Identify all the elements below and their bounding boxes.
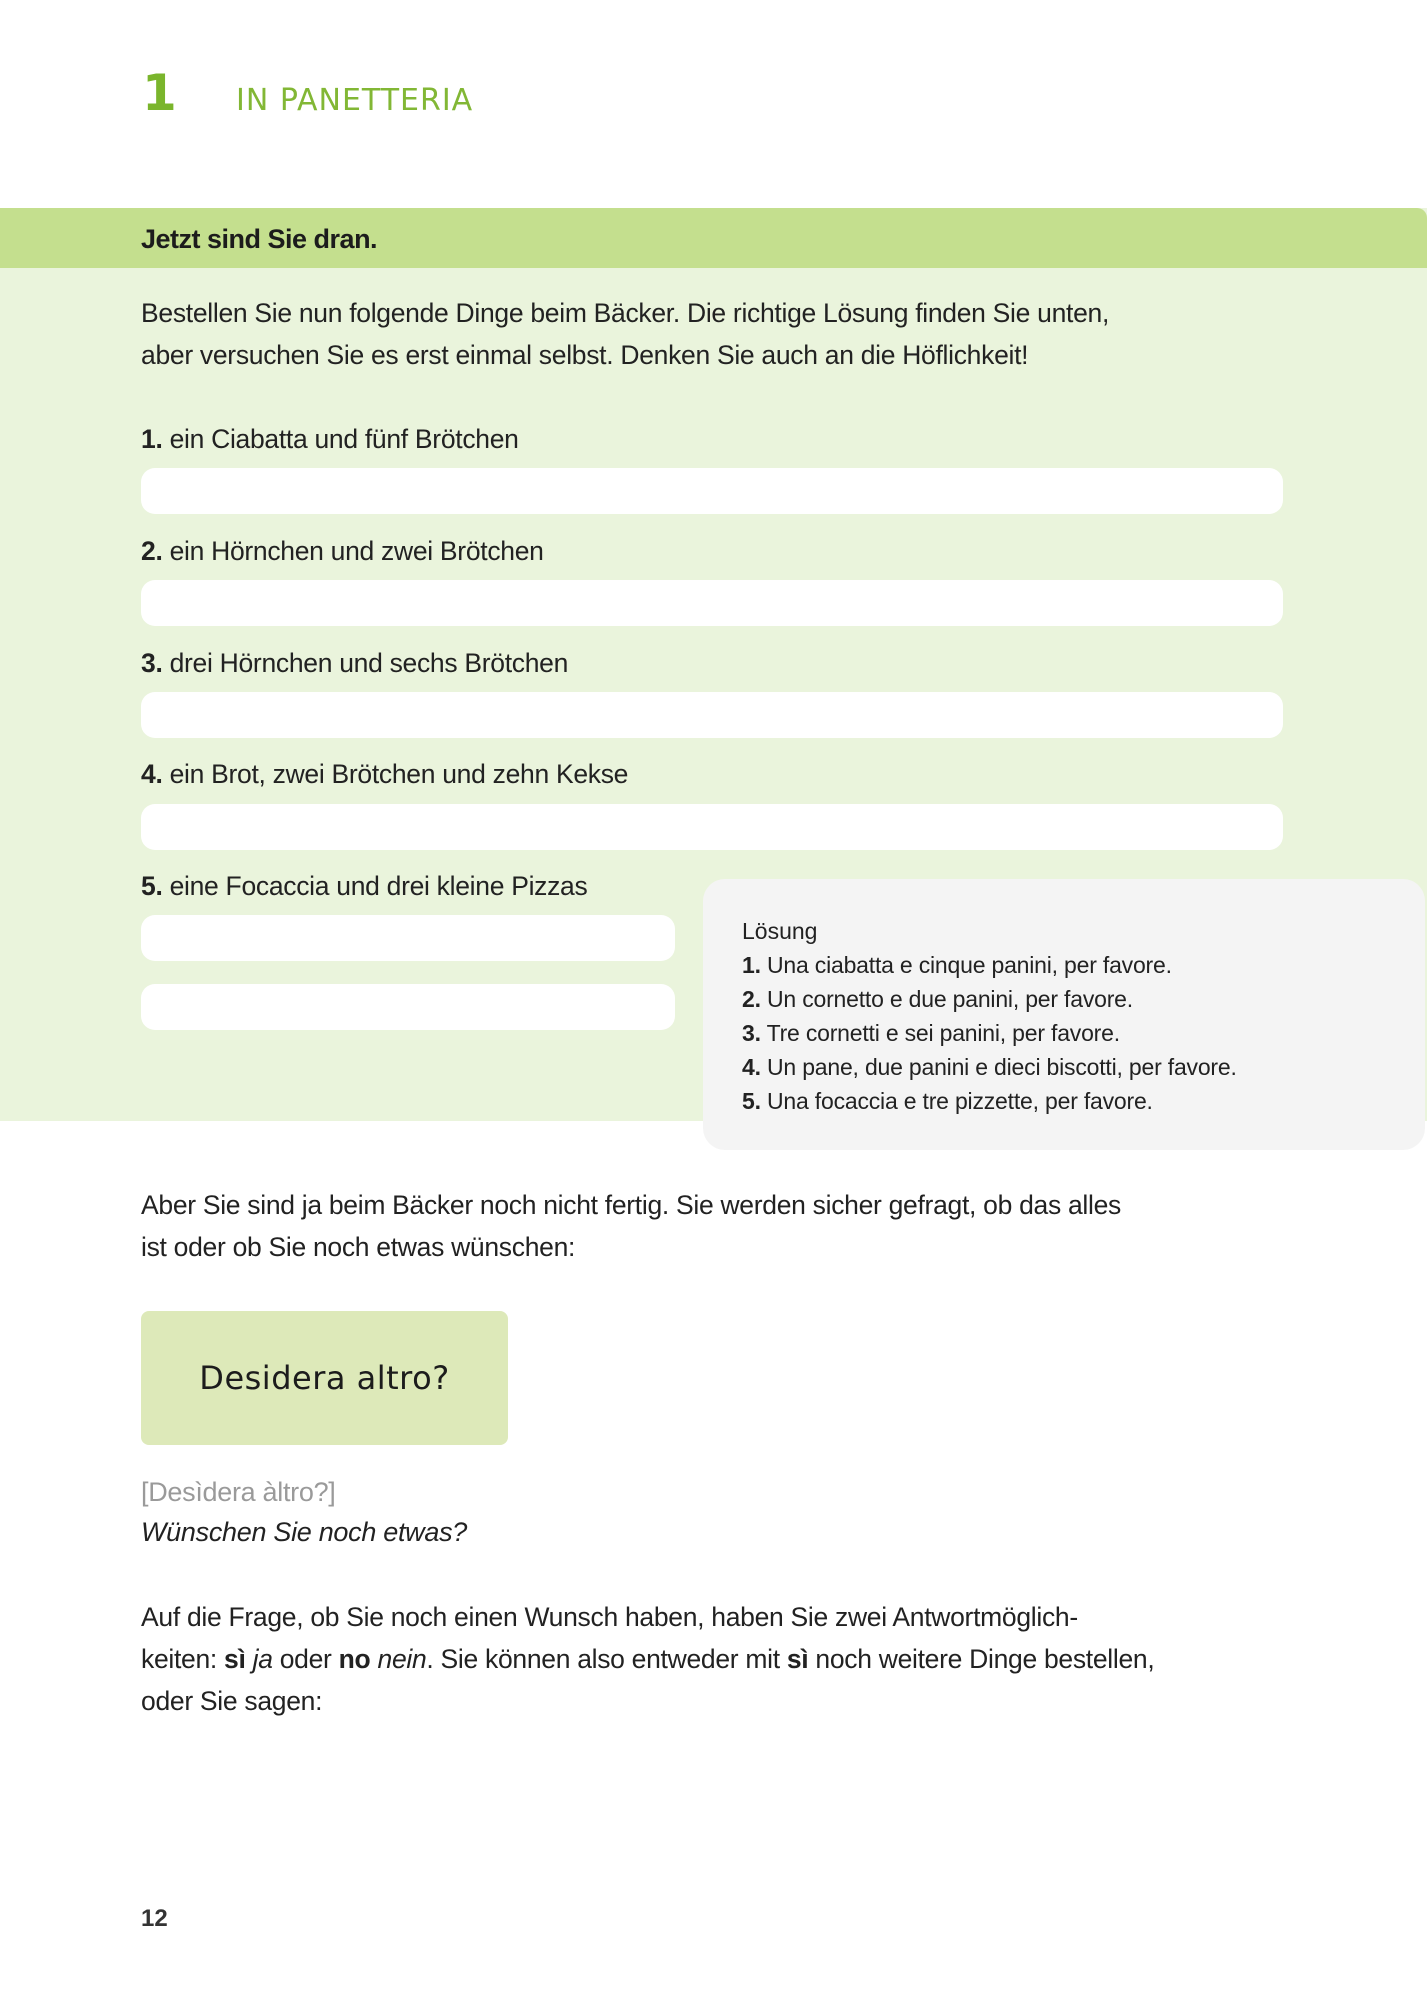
paragraph-line: Auf die Frage, ob Sie noch einen Wunsch haben, haben Sie zwei Antwortmöglich- bbox=[141, 1602, 1078, 1632]
solution-text: Un cornetto e due panini, per favore. bbox=[767, 986, 1133, 1012]
item-number: 2. bbox=[141, 536, 163, 566]
answer-field-1[interactable] bbox=[141, 468, 1283, 514]
answer-field-4[interactable] bbox=[141, 804, 1283, 850]
item-text: drei Hörnchen und sechs Brötchen bbox=[169, 648, 569, 678]
solution-text: Una ciabatta e cinque panini, per favore. bbox=[767, 952, 1172, 978]
phrase-pronunciation: [Desìdera àltro?] bbox=[141, 1477, 336, 1507]
text-run: . Sie können also entweder mit bbox=[426, 1644, 787, 1674]
chapter-title: IN PANETTERIA bbox=[236, 83, 474, 118]
item-number: 1. bbox=[141, 424, 163, 454]
translation-nein: nein bbox=[377, 1644, 427, 1674]
solution-text: Tre cornetti e sei panini, per favore. bbox=[766, 1020, 1120, 1046]
exercise-item-3 bbox=[141, 648, 568, 679]
exercise-item-4 bbox=[141, 759, 628, 790]
answer-field-5b[interactable] bbox=[141, 984, 675, 1030]
item-text: ein Hörnchen und zwei Brötchen bbox=[169, 536, 544, 566]
exercise-item-2 bbox=[141, 536, 544, 567]
answer-field-5a[interactable] bbox=[141, 915, 675, 961]
item-number: 4. bbox=[141, 759, 163, 789]
solution-text: Un pane, due panini e dieci biscotti, per favore. bbox=[767, 1054, 1237, 1080]
text-run: oder bbox=[272, 1644, 339, 1674]
item-text: ein Brot, zwei Brötchen und zehn Kekse bbox=[169, 759, 629, 789]
keyword-si: sì bbox=[786, 1644, 809, 1674]
item-text: ein Ciabatta und fünf Brötchen bbox=[169, 424, 519, 454]
solution-line bbox=[742, 1088, 1153, 1115]
solution-line bbox=[742, 1020, 1120, 1047]
exercise-item-5 bbox=[141, 871, 587, 902]
answer-field-2[interactable] bbox=[141, 580, 1283, 626]
item-number: 3. bbox=[141, 648, 163, 678]
chapter-number: 1 bbox=[142, 64, 177, 122]
keyword-si: sì bbox=[224, 1644, 246, 1674]
paragraph-line: Aber Sie sind ja beim Bäcker noch nicht fertig. Sie werden sicher gefragt, ob das alles bbox=[141, 1190, 1121, 1220]
solution-line bbox=[742, 986, 1133, 1013]
answer-paragraph bbox=[141, 1596, 1291, 1722]
intro-line: aber versuchen Sie es erst einmal selbst. Denken Sie auch an die Höflichkeit! bbox=[141, 340, 1029, 370]
keyword-no: no bbox=[338, 1644, 371, 1674]
translation-ja: ja bbox=[252, 1644, 273, 1674]
solution-line bbox=[742, 1054, 1237, 1081]
solution-title: Lösung bbox=[742, 918, 818, 944]
answer-field-3[interactable] bbox=[141, 692, 1283, 738]
solution-number: 3. bbox=[742, 1020, 761, 1046]
exercise-heading: Jetzt sind Sie dran. bbox=[141, 224, 378, 254]
phrase-box bbox=[141, 1311, 508, 1445]
solution-number: 2. bbox=[742, 986, 761, 1012]
solution-number: 5. bbox=[742, 1088, 761, 1114]
paragraph-line bbox=[141, 1638, 1291, 1680]
solution-number: 1. bbox=[742, 952, 761, 978]
solution-number: 4. bbox=[742, 1054, 761, 1080]
exercise-item-1 bbox=[141, 424, 519, 455]
phrase-italian: Desidera altro? bbox=[199, 1359, 450, 1397]
item-number: 5. bbox=[141, 871, 163, 901]
solution-text: Una focaccia e tre pizzette, per favore. bbox=[767, 1088, 1153, 1114]
solution-line bbox=[742, 952, 1172, 979]
followup-paragraph bbox=[141, 1184, 1291, 1268]
phrase-translation: Wünschen Sie noch etwas? bbox=[141, 1517, 467, 1547]
paragraph-line: oder Sie sagen: bbox=[141, 1686, 323, 1716]
page-number: 12 bbox=[141, 1905, 168, 1932]
exercise-intro bbox=[141, 292, 1281, 376]
item-text: eine Focaccia und drei kleine Pizzas bbox=[169, 871, 588, 901]
text-run: noch weitere Dinge bestellen, bbox=[808, 1644, 1155, 1674]
paragraph-line: ist oder ob Sie noch etwas wünschen: bbox=[141, 1232, 576, 1262]
intro-line: Bestellen Sie nun folgende Dinge beim Bäcker. Die richtige Lösung finden Sie unten, bbox=[141, 298, 1110, 328]
text-run: keiten: bbox=[141, 1644, 225, 1674]
